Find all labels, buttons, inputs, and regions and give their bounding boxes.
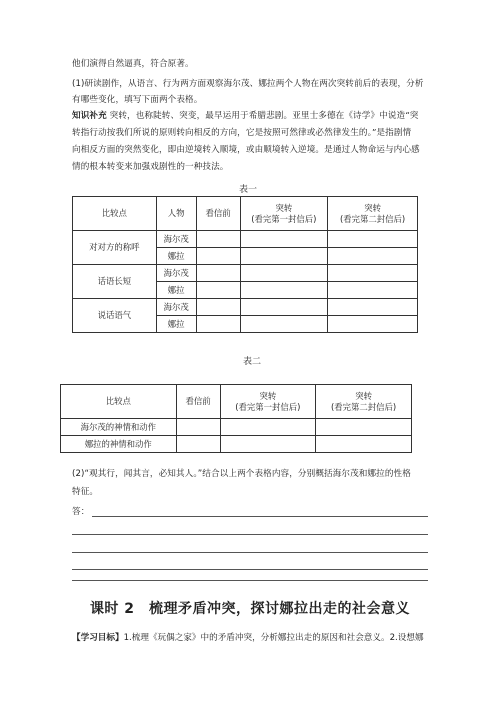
table-1-empty-cell[interactable] <box>196 299 240 316</box>
table-1-person-cell: 娜拉 <box>156 282 196 299</box>
table-1-empty-cell[interactable] <box>196 248 240 265</box>
table-1-person-cell: 娜拉 <box>156 316 196 333</box>
table-1-empty-cell[interactable] <box>240 231 328 248</box>
table-2-empty-cell[interactable] <box>316 436 412 453</box>
table-1-header-person: 人物 <box>156 197 196 231</box>
table-1-empty-cell[interactable] <box>328 265 418 282</box>
table-1-empty-cell[interactable] <box>328 316 418 333</box>
knowledge-supplement-line-3: 向相反方面的突然变化，即由逆境转入顺境，或由顺境转入逆境。是通过人物命运与内心感 <box>72 145 420 155</box>
question-1-line-2: 有哪些变化，填写下面两个表格。 <box>72 95 203 105</box>
answer-line[interactable] <box>92 516 428 517</box>
question-2-line-2: 特征。 <box>72 487 99 497</box>
table-1-empty-cell[interactable] <box>328 248 418 265</box>
table-2-row-label: 娜拉的神情和动作 <box>61 436 177 453</box>
answer-line[interactable] <box>72 552 428 553</box>
table-1-header-turn2: 突转 (看完第二封信后) <box>328 197 418 231</box>
answer-line[interactable] <box>72 580 428 581</box>
table-1-row-label: 说话语气 <box>73 299 157 333</box>
learning-goal-text: 1.梳理《玩偶之家》中的矛盾冲突，分析娜拉出走的原因和社会意义。2.设想娜 <box>123 633 424 643</box>
table-1-row-label: 对对方的称呼 <box>73 231 157 265</box>
table-1-header-compare: 比较点 <box>73 197 157 231</box>
table-1 <box>72 196 418 333</box>
knowledge-supplement-line-1 <box>72 110 430 122</box>
table-1-empty-cell[interactable] <box>240 282 328 299</box>
table-1-header-turn1: 突转 (看完第一封信后) <box>240 197 328 231</box>
table-1-empty-cell[interactable] <box>240 265 328 282</box>
table-1-person-cell: 海尔茂 <box>156 265 196 282</box>
lesson-title: 课时 2 梳理矛盾冲突，探讨娜拉出走的社会意义 <box>89 601 411 617</box>
table-1-empty-cell[interactable] <box>196 231 240 248</box>
table-1-empty-cell[interactable] <box>328 282 418 299</box>
table-1-person-cell: 海尔茂 <box>156 299 196 316</box>
table-2-header-compare: 比较点 <box>61 385 177 419</box>
question-2-line-1: (2)“观其行，闻其言，必知其人。”结合以上两个表格内容，分别概括海尔茂和娜拉的性格 <box>72 469 411 479</box>
learning-goal <box>72 632 432 644</box>
table-1-empty-cell[interactable] <box>240 299 328 316</box>
table-2-caption: 表二 <box>242 357 261 367</box>
knowledge-supplement-line-4: 情的根本转变来加强戏剧性的一种技法。 <box>72 162 229 172</box>
learning-goal-tag: 【学习目标】 <box>72 633 124 643</box>
table-2-empty-cell[interactable] <box>220 436 316 453</box>
answer-line[interactable] <box>72 534 428 535</box>
question-1-line-1: (1)研读剧作，从语言、行为两方面观察海尔茂、娜拉两个人物在两次突转前后的表现，分析 <box>72 79 424 89</box>
table-1-empty-cell[interactable] <box>196 282 240 299</box>
table-1-empty-cell[interactable] <box>328 299 418 316</box>
table-2-header-before: 看信前 <box>176 385 220 419</box>
table-1-empty-cell[interactable] <box>240 316 328 333</box>
table-2-empty-cell[interactable] <box>176 436 220 453</box>
table-1-empty-cell[interactable] <box>196 316 240 333</box>
table-2-header-turn1: 突转 (看完第一封信后) <box>220 385 316 419</box>
knowledge-supplement-line-2: 转指行动按我们所说的原则转向相反的方向，它是按照可然律或必然律发生的。”是指剧情 <box>72 128 412 138</box>
table-1-person-cell: 娜拉 <box>156 248 196 265</box>
table-1-empty-cell[interactable] <box>196 265 240 282</box>
table-2-header-turn2: 突转 (看完第二封信后) <box>316 385 412 419</box>
table-1-caption: 表一 <box>238 185 257 195</box>
answer-label: 答： <box>72 507 90 517</box>
knowledge-supplement-label: 知识补充 <box>72 111 107 121</box>
knowledge-supplement-text: 突转，也称陡转、突变，最早运用于希腊悲剧。亚里士多德在《诗学》中说造“突 <box>109 111 419 121</box>
table-2-empty-cell[interactable] <box>316 419 412 436</box>
table-1-header-before: 看信前 <box>196 197 240 231</box>
table-1-person-cell: 海尔茂 <box>156 231 196 248</box>
table-2-empty-cell[interactable] <box>220 419 316 436</box>
table-2-empty-cell[interactable] <box>176 419 220 436</box>
table-1-empty-cell[interactable] <box>328 231 418 248</box>
table-1-row-label: 话语长短 <box>73 265 157 299</box>
answer-line[interactable] <box>72 569 428 570</box>
table-1-empty-cell[interactable] <box>240 248 328 265</box>
table-2-row-label: 海尔茂的神情和动作 <box>61 419 177 436</box>
paragraph-intro: 他们演得自然逼真，符合原著。 <box>72 59 194 69</box>
table-2 <box>60 384 412 453</box>
